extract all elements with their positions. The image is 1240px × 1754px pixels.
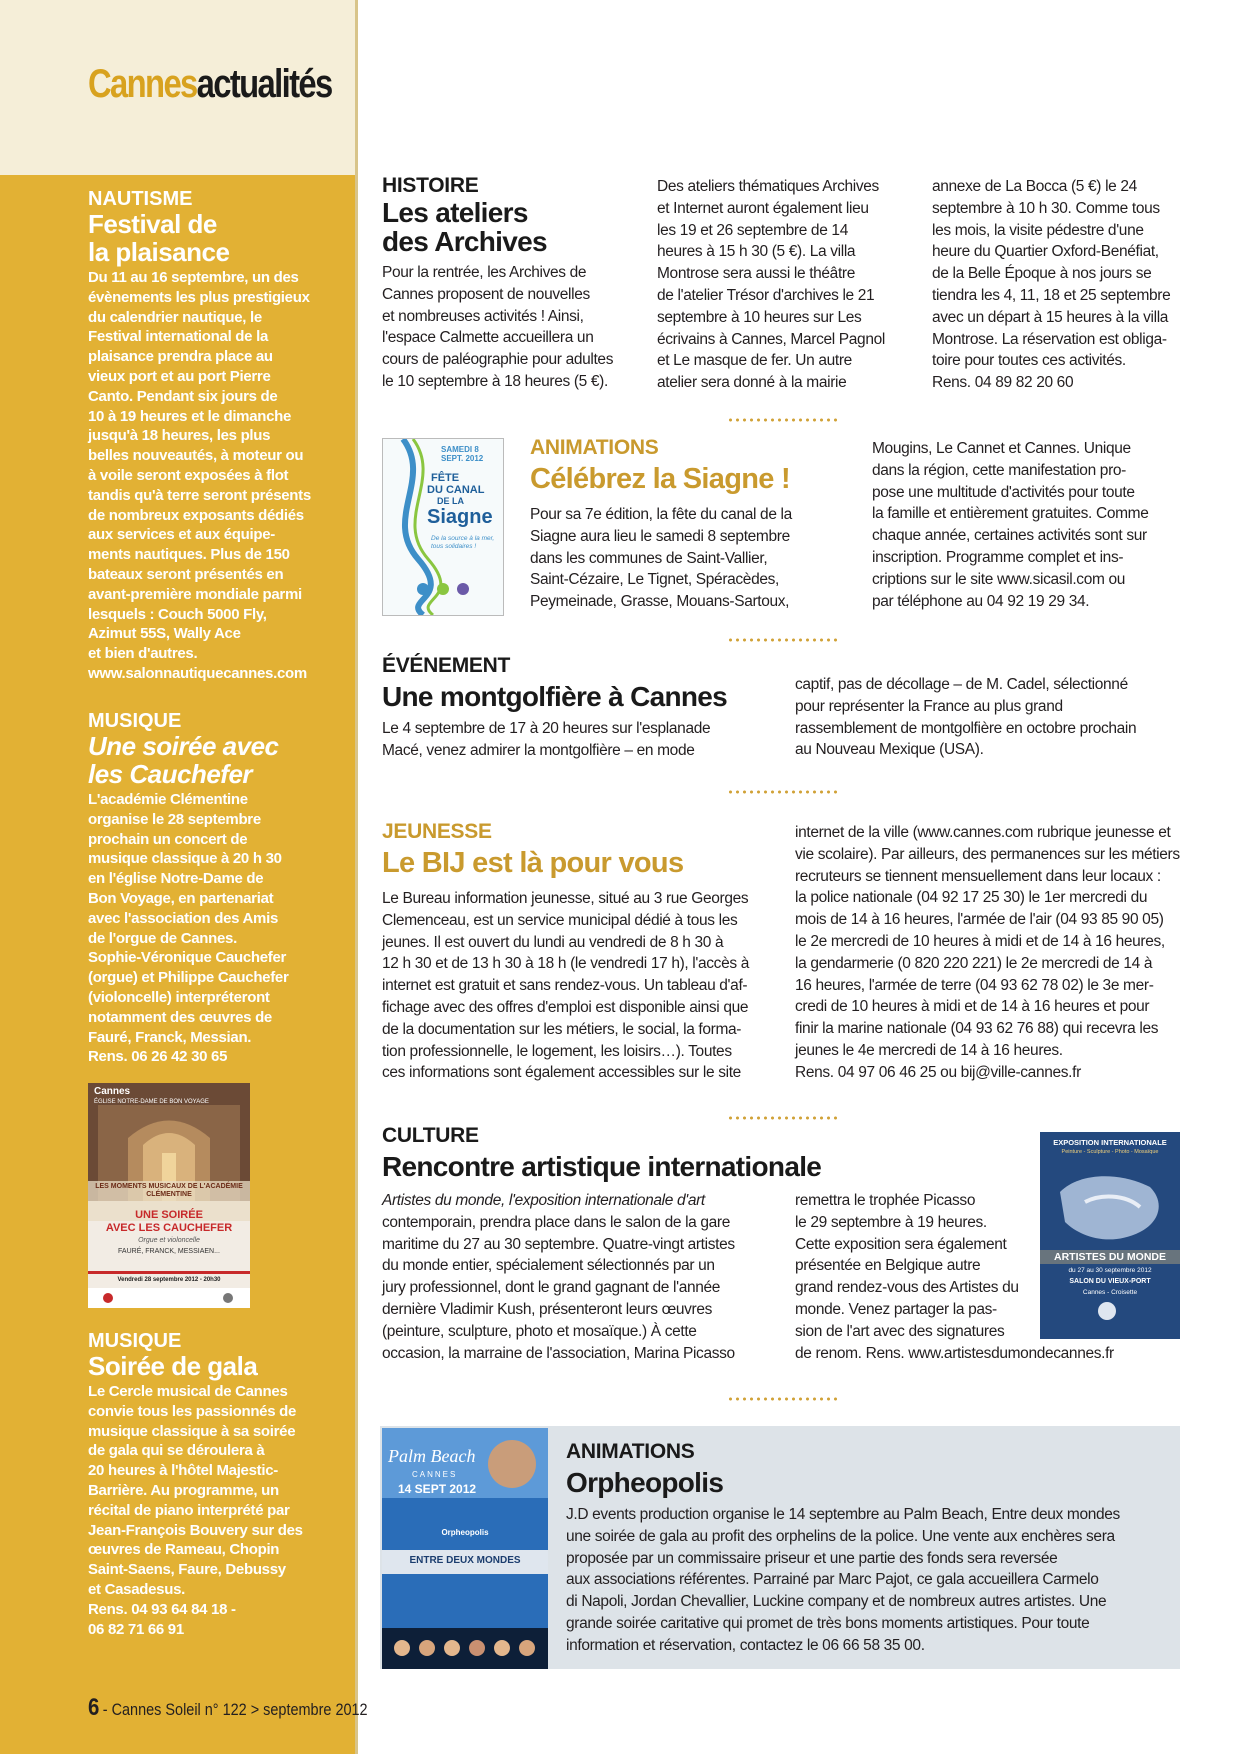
section-divider (727, 790, 837, 794)
body-line: la gendarmerie (0 820 220 221) le 2e mercredi de 14 à (795, 954, 1153, 972)
body-line: et bien d'autres. (88, 645, 198, 663)
body-line: Le Cercle musical de Cannes (88, 1383, 288, 1400)
body-line: évènements les plus prestigieux (88, 288, 310, 306)
poster-date: 14 SEPT 2012 (398, 1482, 477, 1496)
body-line: credi de 10 heures à midi et de 14 à 16 heures et pour (795, 998, 1150, 1016)
body-line: belles nouveautés, à moteur ou (88, 447, 304, 465)
body-line: Rens. 06 26 42 30 65 (88, 1048, 228, 1066)
body-line: septembre à 10 h 30. Comme tous (932, 199, 1160, 217)
body-line: et Le masque de fer. Un autre (657, 352, 852, 370)
section-divider (727, 1397, 837, 1401)
body-line: 06 82 71 66 91 (88, 1620, 184, 1638)
title-line: Festival de (88, 209, 217, 239)
body-line: organise le 28 septembre (88, 810, 261, 828)
body-line: Le 4 septembre de 17 à 20 heures sur l'esplanade (382, 720, 711, 737)
body-line: dans les communes de Saint-Vallier, (530, 549, 768, 567)
body-line: de la Belle Époque à nos jours se (932, 265, 1152, 283)
body-line: lesquels : Couch 5000 Fly, (88, 605, 267, 623)
poster-series: LES MOMENTS MUSICAUX DE L'ACADÉMIE CLÉMENTINE (95, 1183, 243, 1198)
poster-headline: AVEC LES CAUCHEFER (105, 1222, 233, 1234)
body-line: présentée en Belgique autre (795, 1257, 981, 1275)
artistes-poster-image (1040, 1132, 1180, 1339)
body-line: et nombreuses activités ! Ainsi, (382, 307, 584, 325)
body-line: tiendra les 4, 11, 18 et 25 septembre (932, 286, 1171, 304)
body-line: heure du Quartier Oxford-Benéfiat, (932, 243, 1159, 261)
article-title (88, 732, 328, 788)
body-line: du calendrier nautique, le (88, 308, 262, 326)
body-line: notamment des œuvres de (88, 1008, 272, 1026)
body-line: inscription. Programme complet et ins- (872, 548, 1124, 566)
poster-organisation: Orpheopolis (441, 1528, 489, 1537)
body-line: ces informations sont également accessibles sur le site (382, 1064, 741, 1082)
body-line: et Casadesus. (88, 1580, 185, 1598)
body-line: avant-première mondiale parmi (88, 585, 302, 603)
body-line: une soirée de gala au profit des orphelins de la police. Une vente aux enchères sera (566, 1527, 1115, 1545)
category-label: MUSIQUE (88, 1330, 182, 1352)
concert-poster-image (88, 1083, 250, 1308)
issue-info: - Cannes Soleil n° 122 > septembre 2012 (102, 1700, 368, 1719)
title-line: Une soirée avec (88, 731, 279, 761)
article-bij-header (382, 820, 683, 878)
article-title: Orpheopolis (566, 1467, 724, 1498)
body-line: chaque année, certaines activités sont sur (872, 527, 1147, 545)
body-line: Le Bureau information jeunesse, situé au 3 rue Georges (382, 890, 749, 907)
body-line: jeunes. Il est ouvert du lundi au vendredi de 8 h 30 à (382, 933, 724, 951)
body-line: Canto. Pendant six jours de (88, 387, 278, 405)
body-line: Rens. 04 93 64 84 18 - (88, 1600, 236, 1618)
body-line: musique classique à sa soirée (88, 1422, 296, 1440)
body-line: de la documentation sur les métiers, le social, la forma- (382, 1020, 742, 1038)
body-line: de renom. Rens. www.artistesdumondecannes.fr (795, 1344, 1114, 1362)
body-line: le 29 septembre à 19 heures. (795, 1213, 987, 1231)
body-line: septembre à 10 heures sur Les (657, 308, 862, 326)
page-number: 6 (88, 1694, 100, 1721)
body-line: Fauré, Franck, Messian. (88, 1028, 252, 1046)
poster-date: SAMEDI 8 SEPT. 2012 (441, 445, 484, 463)
body-line: Sophie-Véronique Cauchefer (88, 949, 287, 967)
body-line: avec un départ à 15 heures à la villa (932, 308, 1169, 326)
category-label: NAUTISME (88, 188, 193, 210)
body-line: Du 11 au 16 septembre, un des (88, 269, 299, 286)
body-line: grand rendez-vous des Artistes du (795, 1279, 1019, 1297)
article-title: Soirée de gala (88, 1351, 258, 1381)
body-line: 10 à 19 heures et le dimanche (88, 407, 292, 425)
article-body (88, 1382, 328, 1639)
poster-dates: du 27 au 30 septembre 2012 (1068, 1267, 1152, 1274)
section-divider (727, 638, 837, 642)
body-line: pose une multitude d'activités pour toute (872, 483, 1135, 501)
section-divider (727, 1116, 837, 1120)
poster-city: CANNES (412, 1470, 458, 1479)
body-line: mois de 14 à 16 heures, l'armée de l'air (04 93 85 90 05) (795, 911, 1164, 929)
body-line: tandis qu'à terre seront présents (88, 486, 311, 504)
body-line: 12 h 30 et de 13 h 30 à 18 h (le vendredi 17 h), l'accès à (382, 955, 749, 973)
poster-heading: EXPOSITION INTERNATIONALE (1053, 1138, 1167, 1147)
article-body (88, 268, 338, 684)
article-title: Le BIJ est là pour vous (382, 847, 684, 879)
body-line: ments nautiques. Plus de 150 (88, 546, 290, 564)
orpheopolis-poster-image (382, 1428, 548, 1669)
body-line: convie tous les passionnés de (88, 1402, 297, 1420)
poster-title: Siagne (427, 506, 493, 528)
body-line: Cette exposition sera également (795, 1235, 1007, 1253)
poster-venue: SALON DU VIEUX-PORT (1069, 1278, 1151, 1285)
body-line: criptions sur le site www.sicasil.com ou (872, 570, 1126, 588)
body-line: captif, pas de décollage – de M. Cadel, sélectionné (795, 676, 1128, 693)
body-line: aux services et aux équipe- (88, 526, 275, 544)
article-histoire-col3 (932, 176, 1192, 394)
title-line: la plaisance (88, 237, 230, 267)
body-line: occasion, la marraine de l'association, Marina Picasso (382, 1344, 735, 1362)
body-line: Mougins, Le Cannet et Cannes. Unique (872, 440, 1131, 457)
body-line: Festival international de la (88, 328, 268, 346)
poster-composers: FAURÉ, FRANCK, MESSIAEN... (118, 1248, 220, 1255)
poster-title: FÊTE (431, 472, 460, 484)
body-line: toire pour toutes ces activités. (932, 352, 1126, 370)
article-title: Rencontre artistique internationale (382, 1151, 822, 1182)
body-line: Bon Voyage, en partenariat (88, 889, 274, 907)
article-histoire-col1 (382, 262, 637, 393)
body-line: finir la marine nationale (04 93 62 76 88) qui recevra les (795, 1020, 1159, 1038)
body-line: par téléphone au 04 92 19 29 34. (872, 592, 1090, 610)
article-montgolfiere-header (382, 654, 727, 711)
sidebar-article-soiree-gala (88, 1330, 328, 1639)
body-line: dernière Vladimir Kush, présenteront leurs œuvres (382, 1300, 713, 1318)
poster-title: ENTRE DEUX MONDES (409, 1555, 521, 1566)
poster-title: ARTISTES DU MONDE (1053, 1251, 1166, 1263)
article-bij-col1 (382, 888, 772, 1084)
body-line: grande soirée caritative qui promet de très bons moments artistiques. Pour toute (566, 1614, 1090, 1632)
article-culture-header (382, 1124, 821, 1181)
website-link[interactable]: www.salonnautiquecannes.com (88, 664, 307, 682)
article-siagne-header (530, 436, 790, 494)
body-line: le 10 septembre à 18 heures (5 €). (382, 372, 608, 390)
poster-date: Vendredi 28 septembre 2012 - 20h30 (117, 1277, 221, 1283)
body-line: vieux port et au port Pierre (88, 367, 271, 385)
body-line: en l'église Notre-Dame de (88, 870, 264, 888)
artistes-poster-art (1040, 1132, 1180, 1339)
body-line: Cannes proposent de nouvelles (382, 285, 590, 303)
category-label: JEUNESSE (382, 820, 492, 843)
body-line: Clemenceau, est un service municipal dédié à tous les (382, 911, 738, 929)
body-line: atelier sera donné à la mairie (657, 374, 847, 392)
body-line: Rens. 04 89 82 20 60 (932, 374, 1074, 392)
article-title: Célébrez la Siagne ! (530, 463, 790, 495)
body-line: jusqu'à 18 heures, les plus (88, 427, 271, 445)
category-label: HISTOIRE (382, 174, 479, 197)
body-line: aux associations référentes. Parrainé par Marc Pajot, ce gala accueillera Carmelo (566, 1571, 1099, 1589)
body-line: contemporain, prendra place dans le salon de la gare (382, 1213, 731, 1231)
sidebar-article-musique-cauchefer (88, 710, 328, 1067)
body-line: pour représenter la France au plus grand (795, 697, 1063, 715)
siagne-poster-image (382, 438, 504, 616)
poster-headline: UNE SOIRÉE (135, 1209, 203, 1221)
poster-brand: Palm Beach (388, 1446, 476, 1466)
category-label: ÉVÉNEMENT (382, 654, 510, 677)
body-line: écrivains à Cannes, Marcel Pagnol (657, 330, 885, 348)
body-line: avec l'association des Amis (88, 909, 279, 927)
poster-tagline: De la source à la mer, tous solidaires ! (431, 535, 495, 550)
column-divider (355, 0, 358, 1754)
poster-title: DU CANAL (427, 484, 485, 496)
body-line: Pour sa 7e édition, la fête du canal de la (530, 506, 792, 523)
body-line: la police nationale (04 92 17 25 30) le 1er mercredi du (795, 889, 1148, 907)
body-line: (orgue) et Philippe Cauchefer (88, 969, 289, 987)
body-line: fichage avec des offres d'emploi est disponible ainsi que (382, 998, 749, 1016)
article-title: Une montgolfière à Cannes (382, 681, 728, 712)
masthead-part1: Cannes (88, 62, 197, 106)
article-title (88, 210, 328, 266)
body-line: Pour la rentrée, les Archives de (382, 264, 587, 281)
body-line: 16 heures, l'armée de terre (04 93 62 78 02) le 3e mer- (795, 976, 1154, 994)
body-line: (peinture, sculpture, photo et mosaïque.) À cette (382, 1322, 697, 1340)
body-line: information et réservation, contactez le 06 66 58 35 00. (566, 1636, 925, 1654)
body-line: 20 heures à l'hôtel Majestic- (88, 1462, 278, 1480)
body-line: dans la région, cette manifestation pro- (872, 461, 1126, 479)
sidebar-article-nautisme (88, 188, 328, 684)
body-line: du monde entier, spécialement sélectionnés par un (382, 1257, 715, 1275)
body-line: (violoncelle) interpréteront (88, 988, 270, 1006)
section-divider (727, 418, 837, 422)
category-label: CULTURE (382, 1124, 479, 1147)
body-line: Siagne aura lieu le samedi 8 septembre (530, 527, 790, 545)
article-siagne-col2 (872, 438, 1184, 612)
body-line: Des ateliers thématiques Archives (657, 178, 879, 195)
page-footer (88, 1694, 368, 1722)
category-label: MUSIQUE (88, 710, 182, 732)
body-line: cours de paléographie pour adultes (382, 351, 614, 369)
body-line: au Nouveau Mexique (USA). (795, 741, 984, 759)
poster-title: DE LA (437, 496, 464, 506)
body-line: récital de piano interprété par (88, 1501, 290, 1519)
body-line: de nombreux exposants dédiés (88, 506, 304, 524)
title-line: des Archives (382, 226, 547, 257)
article-histoire-header (382, 174, 547, 256)
article-orpheopolis-body (566, 1504, 1176, 1657)
body-line: vie scolaire). Par ailleurs, des permanences sur les métiers (795, 845, 1180, 863)
body-line: rassemblement de montgolfière en octobre prochain (795, 719, 1137, 737)
article-orpheopolis-header (566, 1440, 723, 1497)
body-line: jeunes le 4e mercredi de 14 à 16 heures. (795, 1041, 1063, 1059)
body-line: sion de l'art avec des signatures (795, 1322, 1005, 1340)
article-title (382, 198, 547, 256)
body-line: proposée par un commissaire priseur et une partie des fonds sera reversée (566, 1549, 1058, 1567)
body-line: heures à 15 h 30 (5 €). La villa (657, 243, 856, 261)
body-line: Montrose. La réservation est obliga- (932, 330, 1167, 348)
masthead (88, 62, 332, 107)
body-line: Saint-Saens, Faure, Debussy (88, 1561, 286, 1579)
article-montgolfiere-col1 (382, 718, 762, 762)
body-line: Rens. 04 97 06 46 25 ou bij@ville-cannes.fr (795, 1063, 1081, 1081)
article-culture-col1 (382, 1190, 772, 1364)
body-line: de l'orgue de Cannes. (88, 929, 237, 947)
body-line: tion professionnelle, le logement, les loisirs…). Toutes (382, 1042, 732, 1060)
article-montgolfiere-col2 (795, 674, 1185, 761)
body-line: Saint-Cézaire, Le Tignet, Spéracèdes, (530, 571, 779, 589)
body-line: monde. Venez partager la pas- (795, 1300, 997, 1318)
body-line: Jean-François Bouvery sur des (88, 1521, 303, 1539)
body-line: internet est gratuit et sans rendez-vous. Un tableau d'af- (382, 977, 748, 995)
body-line: J.D events production organise le 14 septembre au Palm Beach, Entre deux mondes (566, 1506, 1120, 1523)
body-line: de l'atelier Trésor d'archives le 21 (657, 286, 875, 304)
title-line: Les ateliers (382, 197, 528, 228)
body-line: Barrière. Au programme, un (88, 1481, 279, 1499)
category-label: ANIMATIONS (566, 1440, 695, 1463)
body-line: L'académie Clémentine (88, 791, 248, 808)
poster-subheading: Peinture - Sculpture - Photo - Mosaïque (1061, 1149, 1159, 1155)
title-line: les Cauchefer (88, 759, 253, 789)
body-line: Artistes du monde, l'exposition internationale d'art (382, 1192, 705, 1209)
body-line: jury professionnel, dont le grand gagnant de l'année (382, 1279, 721, 1297)
body-line: plaisance prendra place au (88, 348, 273, 366)
poster-brand: Cannes (94, 1086, 131, 1097)
body-line: internet de la ville (www.cannes.com rubrique jeunesse et (795, 824, 1171, 841)
body-line: la famille et entièrement gratuites. Comme (872, 505, 1149, 523)
article-body (88, 790, 328, 1067)
body-line: annexe de La Bocca (5 €) le 24 (932, 178, 1137, 195)
body-line: les 19 et 26 septembre de 14 (657, 221, 848, 239)
article-siagne-col1 (530, 504, 842, 613)
poster-subtitle: Orgue et violoncelle (138, 1237, 200, 1244)
article-bij-col2 (795, 822, 1190, 1084)
masthead-part2: actualités (196, 62, 332, 106)
body-line: di Napoli, Jordan Chevallier, Luckine company et de nombreux autres artistes. Une (566, 1593, 1107, 1611)
body-line: les mois, la visite pédestre d'une (932, 221, 1144, 239)
body-line: Montrose sera aussi le théâtre (657, 265, 855, 283)
poster-venue: ÉGLISE NOTRE-DAME DE BON VOYAGE (94, 1099, 209, 1105)
body-line: de gala qui se déroulera à (88, 1442, 265, 1460)
body-line: maritime du 27 au 30 septembre. Quatre-vingt artistes (382, 1235, 735, 1253)
body-line: recruteurs se tiennent mensuellement dans leur locaux : (795, 867, 1161, 885)
body-line: remettra le trophée Picasso (795, 1192, 976, 1209)
body-line: Macé, venez admirer la montgolfière – en mode (382, 741, 695, 759)
body-line: Peymeinade, Grasse, Mouans-Sartoux, (530, 593, 790, 611)
body-line: œuvres de Rameau, Chopin (88, 1541, 280, 1559)
body-line: bateaux seront présentés en (88, 565, 284, 583)
body-line: Azimut 55S, Wally Ace (88, 625, 241, 643)
body-line: l'espace Calmette accueillera un (382, 329, 594, 347)
poster-city: Cannes - Croisette (1082, 1289, 1138, 1296)
body-line: prochain un concert de (88, 830, 248, 848)
article-histoire-col2 (657, 176, 912, 394)
body-line: à voile seront exposées à flot (88, 466, 289, 484)
body-line: musique classique à 20 h 30 (88, 850, 282, 868)
body-line: le 2e mercredi de 10 heures à midi et de 14 à 16 heures, (795, 932, 1165, 950)
body-line: et Internet auront également lieu (657, 199, 869, 217)
category-label: ANIMATIONS (530, 436, 659, 459)
